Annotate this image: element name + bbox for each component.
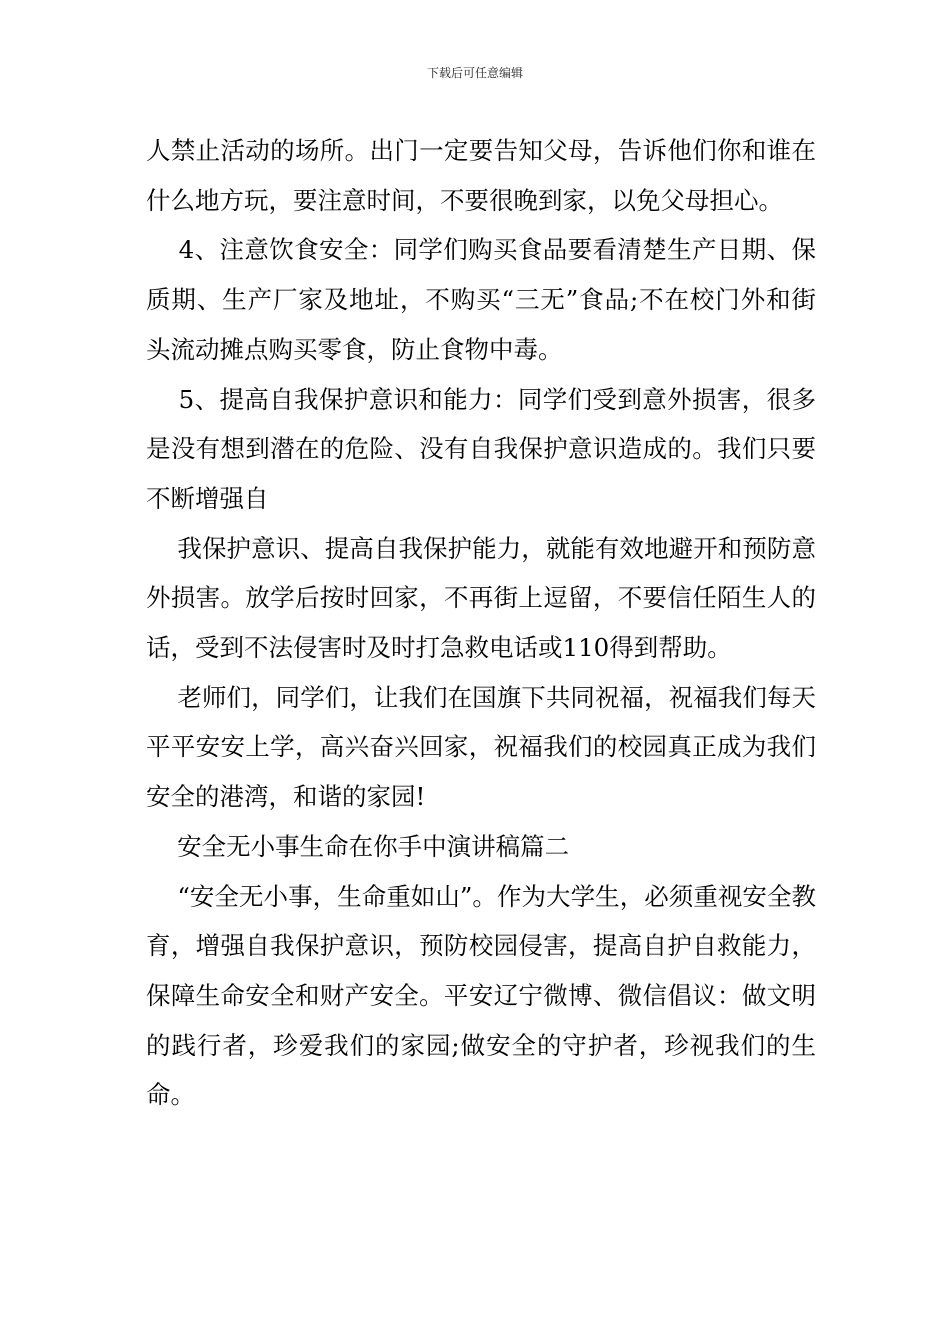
page-header: 下载后可任意编辑 xyxy=(426,66,523,80)
paragraph-4: 我保护意识、提高自我保护能力，就能有效地避开和预防意外损害。放学后按时回家，不再街上逗留，不要信任陌生人的话，受到不法侵害时及时打急救电话或110得到帮助。 xyxy=(146,533,816,663)
paragraph-3: 5、提高自我保护意识和能力：同学们受到意外损害，很多是没有想到潜在的危险、没有自我保护意识造成的。我们只要不断增强自 xyxy=(146,384,816,513)
paragraph-2: 4、注意饮食安全：同学们购买食品要看清楚生产日期、保质期、生产厂家及地址，不购买“三无”食品;不在校门外和街头流动摊点购买零食，防止食物中毒。 xyxy=(146,235,816,364)
section-heading: 安全无小事生命在你手中演讲稿篇二 xyxy=(146,831,570,861)
paragraph-6: “安全无小事，生命重如山”。作为大学生，必须重视安全教育，增强自我保护意识，预防校园侵害，提高自护自救能力，保障生命安全和财产安全。平安辽宁微博、微信倡议：做文明的践行者，珍爱我们的家园;做安全的守护者，珍视我们的生命。 xyxy=(146,881,816,1110)
paragraph-5: 老师们，同学们，让我们在国旗下共同祝福，祝福我们每天平平安安上学，高兴奋兴回家，祝福我们的校园真正成为我们安全的港湾，和谐的家园! xyxy=(146,682,816,812)
document-body xyxy=(146,126,816,1120)
paragraph-1: 人禁止活动的场所。出门一定要告知父母，告诉他们你和谁在什么地方玩，要注意时间，不要很晚到家，以免父母担心。 xyxy=(146,136,816,215)
